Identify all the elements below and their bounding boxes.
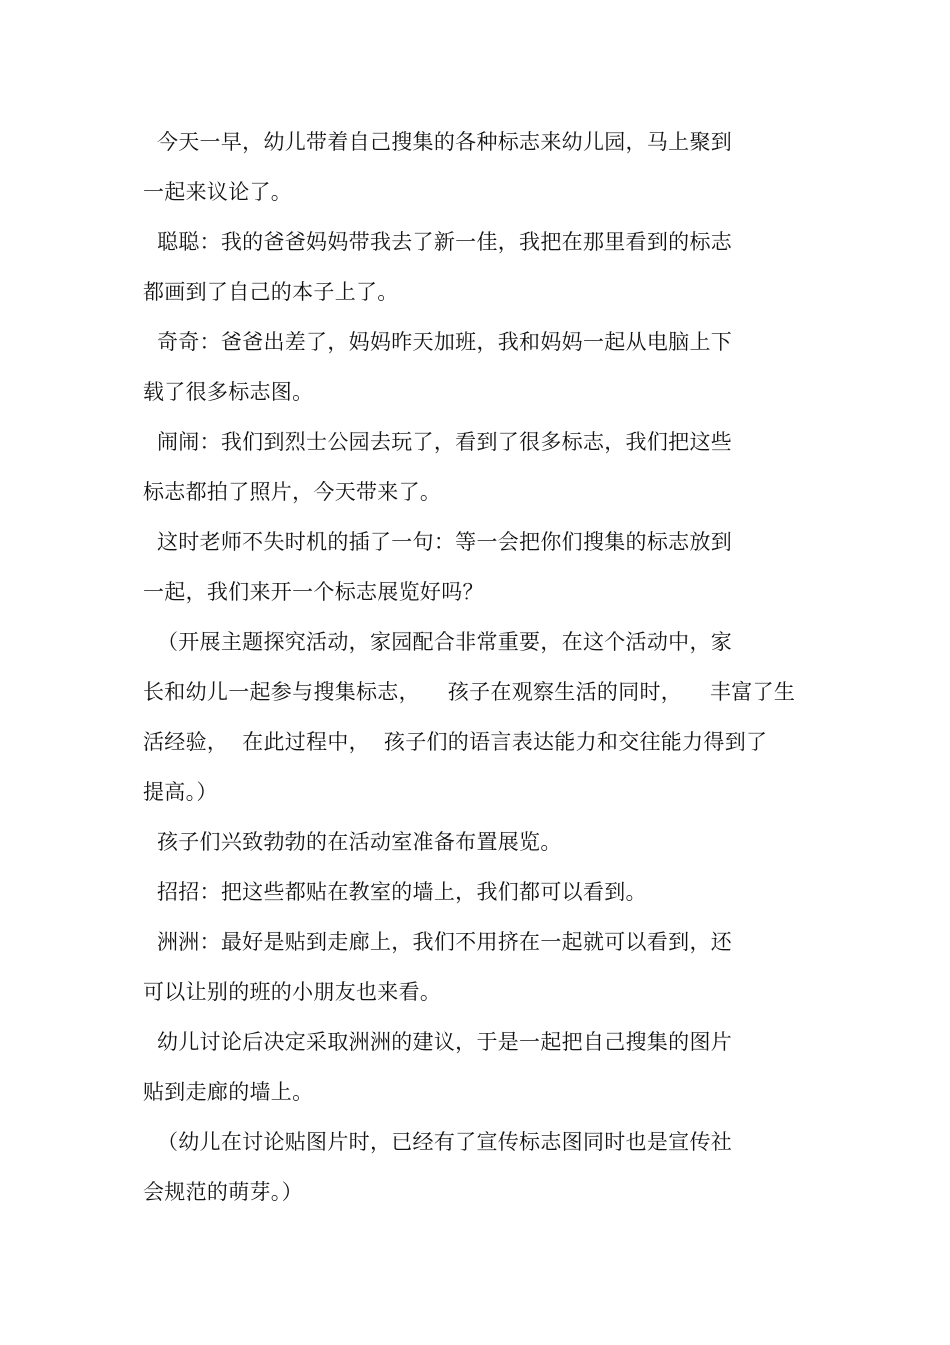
paragraph-line: 标志都拍了照片，今天带来了。 — [143, 480, 442, 504]
paragraph-line: 活经验， 在此过程中， 孩子们的语言表达能力和交往能力得到了 — [143, 730, 768, 754]
paragraph-line: 会规范的萌芽。） — [143, 1180, 303, 1204]
paragraph-line: 可以让别的班的小朋友也来看。 — [143, 980, 442, 1004]
paragraph-line: 奇奇：爸爸出差了，妈妈昨天加班，我和妈妈一起从电脑上下 — [143, 330, 733, 354]
paragraph-line: 幼儿讨论后决定采取洲洲的建议，于是一起把自己搜集的图片 — [143, 1030, 733, 1054]
paragraph-line: 长和幼儿一起参与搜集标志， 孩子在观察生活的同时， 丰富了生 — [143, 680, 796, 704]
paragraph-line: 载了很多标志图。 — [143, 380, 314, 404]
paragraph-line: 孩子们兴致勃勃的在活动室准备布置展览。 — [143, 830, 562, 854]
paragraph-line: 提高。） — [143, 780, 218, 804]
paragraph-line: 聪聪：我的爸爸妈妈带我去了新一佳，我把在那里看到的标志 — [143, 230, 733, 254]
paragraph-line: 洲洲：最好是贴到走廊上，我们不用挤在一起就可以看到，还 — [143, 930, 733, 954]
paragraph-line: 今天一早，幼儿带着自己搜集的各种标志来幼儿园，马上聚到 — [143, 130, 733, 154]
paragraph-line: （开展主题探究活动，家园配合非常重要，在这个活动中，家 — [143, 630, 733, 654]
paragraph-line: 一起，我们来开一个标志展览好吗？ — [143, 580, 484, 604]
paragraph-line: 一起来议论了。 — [143, 180, 293, 204]
paragraph-line: 这时老师不失时机的插了一句：等一会把你们搜集的标志放到 — [143, 530, 733, 554]
paragraph-line: 都画到了自己的本子上了。 — [143, 280, 399, 304]
paragraph-line: （幼儿在讨论贴图片时，已经有了宣传标志图同时也是宣传社 — [143, 1130, 733, 1154]
paragraph-line: 闹闹：我们到烈士公园去玩了，看到了很多标志，我们把这些 — [143, 430, 733, 454]
paragraph-line: 招招：把这些都贴在教室的墙上，我们都可以看到。 — [143, 880, 647, 904]
paragraph-line: 贴到走廊的墙上。 — [143, 1080, 314, 1104]
